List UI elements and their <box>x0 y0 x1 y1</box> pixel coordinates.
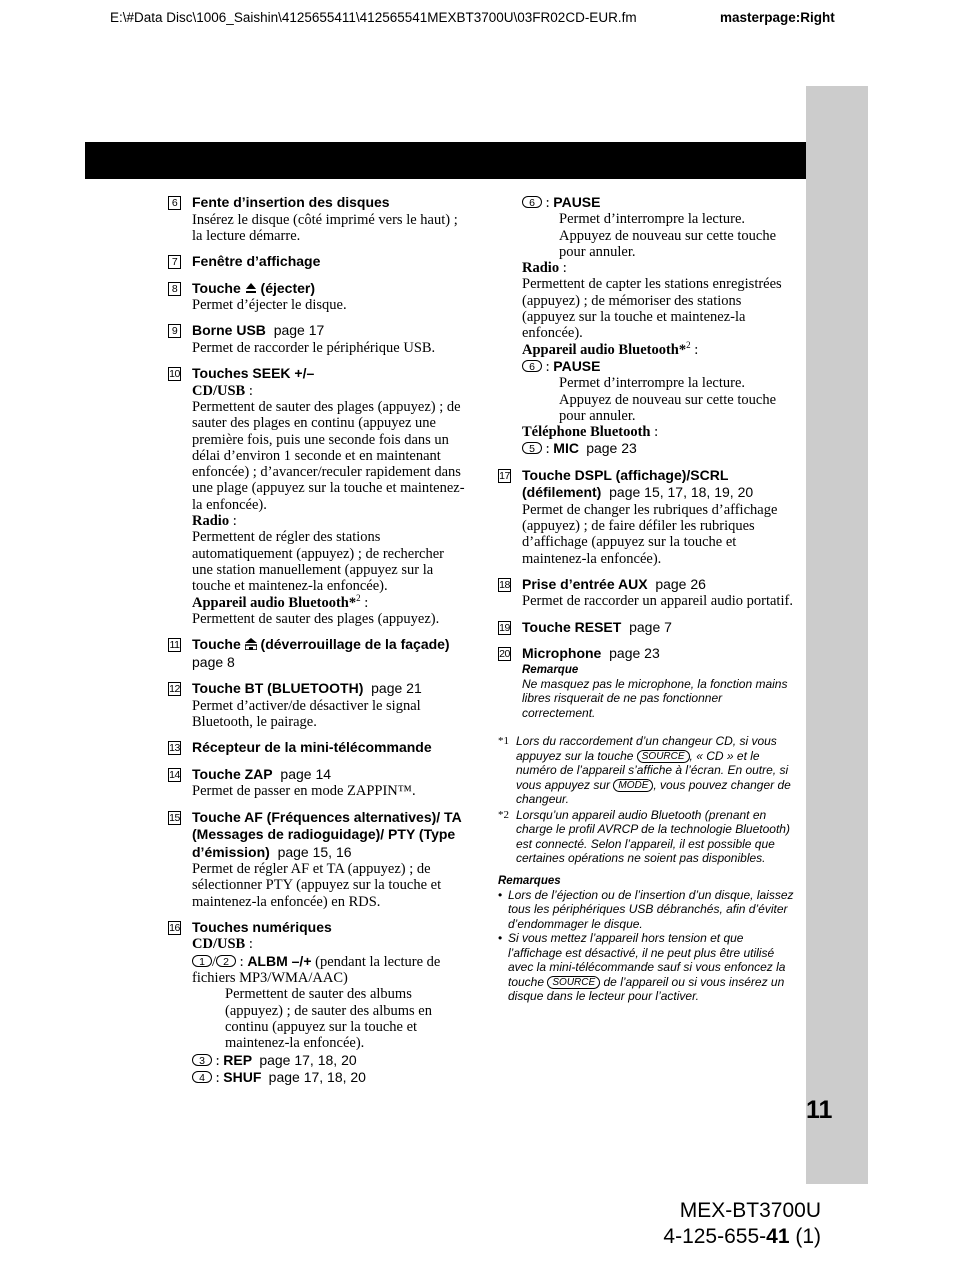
albm-line: 1 / 2 : ALBM –/+ (pendant la lecture de fichiers MP3/WMA/AAC) <box>192 952 441 987</box>
page-ref: page 8 <box>192 653 235 670</box>
mic-line: 5 : MIC page 23 <box>522 440 798 457</box>
item-desc: Permet de changer les rubriques d’affichage (appuyez) ; de faire défiler les rubriques d’affichage (appuyez sur la touche et maintenez-la enfoncée). <box>522 501 778 567</box>
header-masterpage: masterpage:Right <box>720 10 835 25</box>
footnote-2: *2 Lorsqu’un appareil audio Bluetooth (prenant en charge le profil AVRCP de la technologie Bluetooth) est connecté. Selon l’appareil, il est possible que certaines opérations ne soient pas disponibles. <box>498 807 790 866</box>
item-title: Prise d’entrée AUX page 26 <box>522 575 706 592</box>
remark-1: • Lors de l’éjection ou de l’insertion d’un disque, laissez tous les périphériques USB débranchés, afin d’éviter d’endommager le disque. <box>498 887 794 931</box>
item-title: Fente d’insertion des disques <box>192 194 390 210</box>
item-title: Borne USB page 17 <box>192 322 325 339</box>
item-title: Touche (éjecter) <box>192 279 315 296</box>
label-bt-phone: Téléphone Bluetooth <box>522 424 651 441</box>
key-5: 5 <box>522 442 542 454</box>
item-title: Touche ZAP page 14 <box>192 765 332 782</box>
side-tab <box>806 86 868 1184</box>
label-cd-usb: CD/USB <box>192 382 246 399</box>
note-text: Ne masquez pas le microphone, la fonction mains libres risquerait de ne pas fonctionner correctement. <box>522 676 788 720</box>
item-20 <box>498 645 798 720</box>
release-icon <box>245 638 257 650</box>
page-ref: page 15, 17, 18, 19, 20 <box>609 484 754 501</box>
item-number: 17 <box>499 469 510 482</box>
item-8 <box>168 280 468 314</box>
item-number: 13 <box>169 742 180 755</box>
item-6 <box>168 194 468 244</box>
page-ref: page 14 <box>280 765 332 782</box>
item-17 <box>498 467 798 567</box>
rep-line: 3 : REP page 17, 18, 20 <box>192 1052 468 1069</box>
item-title: Récepteur de la mini-télécommande <box>192 739 432 756</box>
model-name: MEX-BT3700U <box>679 1199 821 1222</box>
item-desc: Permet d’interrompre la lecture. Appuyez de nouveau sur cette touche pour annuler. <box>559 375 777 424</box>
source-key: SOURCE <box>547 976 600 989</box>
label-radio: Radio <box>522 260 560 277</box>
label-cd-usb: CD/USB <box>192 936 246 953</box>
item-18 <box>498 576 798 610</box>
mode-key: MODE <box>613 779 653 792</box>
pause-line: 6 : PAUSE <box>522 194 798 211</box>
source-key: SOURCE <box>637 750 690 763</box>
item-10: 10 Touches SEEK +/– CD/USB : Permettent de sauter des plages (appuyez) ; de sauter des plages en continu (appuyez une première fois, puis une seconde fois dans un délai d’environ 1 seconde et en maintenant enfoncée) ; d’avancer/reculer rapidement dans une plage (appuyez sur la touche et maintenez-la enfoncée). Radio : Permettent de régler des stations automatiquement (appuyez) ; de rechercher une station manuellement (appuyez sur la touche et maintenez-la enfoncée). Appareil audio Bluetooth*$^2$ : Permettent de sauter des plages (appuyez). <box>168 365 468 627</box>
right-column <box>498 194 798 1004</box>
item-number: 16 <box>169 921 180 934</box>
item-19 <box>498 619 798 637</box>
key-6: 6 <box>522 360 542 372</box>
item-number: 15 <box>169 811 180 824</box>
pause-line: 6 : PAUSE <box>522 358 798 375</box>
note-heading: Remarque <box>522 663 579 676</box>
remark-2: • Si vous mettez l’appareil hors tension et que l’affichage est désactivé, il ne peut plus être utilisé avec la mini-télécommande sauf si vous enfoncez la touche SOURCE de l’appareil ou si vous insérez un disque dans le lecteur pour l’activer. <box>498 931 786 1004</box>
item-desc: Permet de raccorder un appareil audio portatif. <box>522 593 793 610</box>
item-12 <box>168 680 468 730</box>
key-2: 2 <box>216 955 236 967</box>
item-7 <box>168 253 468 271</box>
item-number: 10 <box>169 368 180 381</box>
item-15 <box>168 809 468 910</box>
item-title: Touche (déverrouillage de la façade) page 8 <box>192 636 450 670</box>
footnote-1: *1 Lors du raccordement d’un changeur CD, si vous appuyez sur la touche SOURCE , « CD » et le numéro de l’appareil s’affiche à l’écran. En outre, si vous appuyez sur MODE , vous pouvez changer de changeur. <box>498 734 791 807</box>
page-ref: page 17, 18, 20 <box>259 1051 357 1068</box>
item-number: 6 <box>168 196 181 210</box>
item-title: Touche BT (BLUETOOTH) page 21 <box>192 680 422 697</box>
item-desc: Permet de passer en mode ZAPPIN™. <box>192 783 416 800</box>
item-title: Touche RESET page 7 <box>522 618 672 635</box>
page-ref: page 15, 16 <box>277 843 352 860</box>
item-number: 8 <box>168 282 181 296</box>
item-desc: Permet d’activer/de désactiver le signal Bluetooth, le pairage. <box>192 697 421 730</box>
model-info <box>663 1198 821 1250</box>
item-desc: Permettent de capter les stations enregistrées (appuyez) ; de mémoriser des stations (appuyez sur la touche et maintenez-la enfoncée). <box>522 276 782 342</box>
item-14 <box>168 766 468 800</box>
header-file-path: E:\#Data Disc\1006_Saishin\4125655411\412565541MEXBT3700U\03FR02CD-EUR.fm <box>110 10 637 25</box>
page-ref: page 7 <box>629 618 672 635</box>
page-ref: page 23 <box>586 440 637 457</box>
item-desc: Permet d’éjecter le disque. <box>192 297 347 314</box>
key-1: 1 <box>192 955 212 967</box>
item-title: Touches SEEK +/– <box>192 365 315 382</box>
item-title: Touches numériques <box>192 918 332 935</box>
key-4: 4 <box>192 1071 212 1083</box>
item-title: Touche AF (Fréquences alternatives)/ TA (Messages de radioguidage)/ PTY (Type d’émission) page 15, 16 <box>192 808 462 860</box>
remarks-heading: Remarques <box>498 874 561 887</box>
label-bt-audio: Appareil audio Bluetooth* <box>522 341 687 358</box>
eject-icon <box>245 282 257 294</box>
item-number: 14 <box>169 768 180 781</box>
title-bar <box>85 142 806 179</box>
item-desc: Permet de régler AF et TA (appuyez) ; de sélectionner PTY (appuyez sur la touche et maintenez-la enfoncée) en RDS. <box>192 861 442 910</box>
page-ref: page 26 <box>655 575 706 592</box>
item-number: 19 <box>499 621 510 634</box>
item-number: 12 <box>169 683 180 696</box>
item-13 <box>168 739 468 757</box>
item-number: 9 <box>168 324 181 338</box>
item-number: 20 <box>499 648 510 661</box>
key-6: 6 <box>522 196 542 208</box>
key-3: 3 <box>192 1054 212 1066</box>
item-desc: Permettent de sauter des plages (appuyez) ; de sauter des plages en continu (appuyez une première fois, puis une seconde fois dans un délai d’environ 1 seconde et en maintenant enfoncée) ; d’avancer/reculer rapidement dans une plage (appuyez sur la touche et maintenez-la enfoncée). <box>192 398 465 513</box>
item-number: 7 <box>168 255 181 269</box>
page-ref: page 17, 18, 20 <box>268 1068 366 1085</box>
footnote-mark: *2 <box>498 808 509 821</box>
footnote-mark: *1 <box>498 735 509 748</box>
item-desc: Permet d’interrompre la lecture. Appuyez de nouveau sur cette touche pour annuler. <box>559 211 777 260</box>
page-ref: page 21 <box>371 680 422 697</box>
item-number: 11 <box>169 639 180 652</box>
label-bt-audio: Appareil audio Bluetooth* <box>192 594 357 611</box>
page-number: 11 <box>806 1096 833 1124</box>
page-ref: page 23 <box>609 645 660 662</box>
left-column <box>168 194 468 1095</box>
item-16-continued: 6 : PAUSE Permet d’interrompre la lecture. Appuyez de nouveau sur cette touche pour annuler. Radio : Permettent de capter les stations enregistrées (appuyez) ; de mémoriser des stations (appuyez sur la touche et maintenez-la enfoncée). Appareil audio Bluetooth*$^2$ : 6 : PAUSE Permet d’interrompre la lecture. Appuyez de nouveau sur cette touche pour annuler. Téléphone Bluetooth : 5 : MIC page 23 <box>498 194 798 458</box>
item-9 <box>168 322 468 356</box>
item-11 <box>168 636 468 671</box>
item-title: Microphone page 23 <box>522 645 660 662</box>
item-title: Touche DSPL (affichage)/SCRL (défilement) page 15, 17, 18, 19, 20 <box>522 466 754 501</box>
shuf-line: 4 : SHUF page 17, 18, 20 <box>192 1069 468 1086</box>
model-code: 4-125-655-41 (1) <box>663 1225 821 1248</box>
item-number: 18 <box>499 578 510 591</box>
item-16: 16 Touches numériques CD/USB : 1 / 2 : ALBM –/+ (pendant la lecture de fichiers MP3/WMA/AAC) Permettent de sauter des albums (appuyez) ; de sauter des albums en continu (appuyez sur la touche et maintenez-la enfoncée). 3 : REP page 17, 18, 20 4 : SHUF page 17, 18, 20 <box>168 919 468 1086</box>
item-desc: Permettent de régler des stations automatiquement (appuyez) ; de rechercher une station manuellement (appuyez sur la touche et maintenez-la enfoncée). <box>192 529 445 595</box>
item-desc: Permettent de sauter des plages (appuyez). <box>192 610 440 627</box>
item-desc: Permet de raccorder le périphérique USB. <box>192 339 436 356</box>
page-ref: page 17 <box>273 322 325 339</box>
item-desc: Insérez le disque (côté imprimé vers le haut) ; la lecture démarre. <box>192 211 458 244</box>
item-title: Fenêtre d’affichage <box>192 253 321 270</box>
item-desc: Permettent de sauter des albums (appuyez) ; de sauter des albums en continu (appuyez sur la touche et maintenez-la enfoncée). <box>225 986 432 1052</box>
label-radio: Radio <box>192 513 230 530</box>
